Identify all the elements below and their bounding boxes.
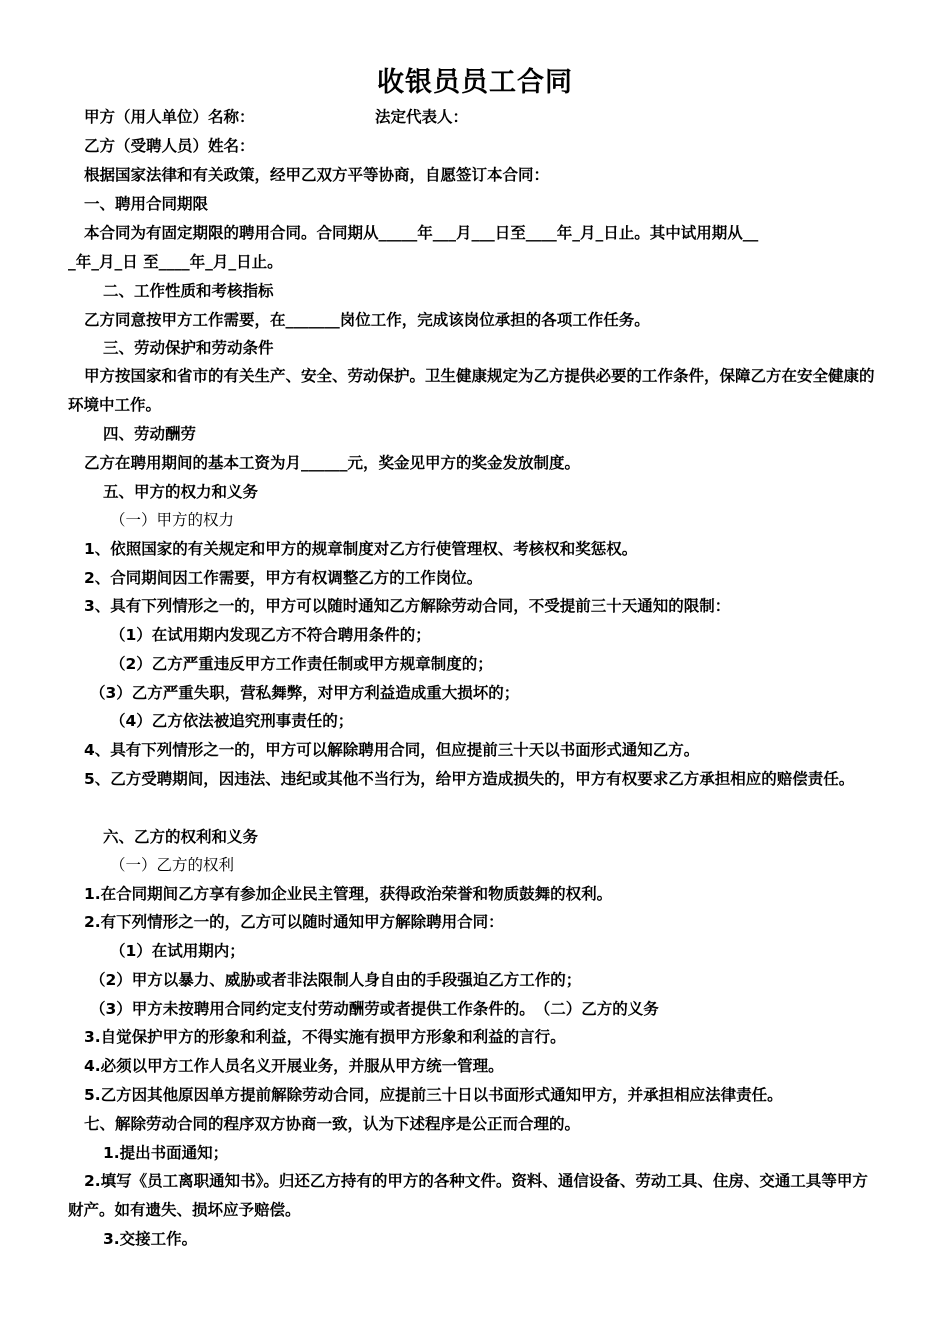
- section-5-item-3-clause-4: （4）乙方依法被追究刑事责任的；: [110, 712, 354, 730]
- section-6-sub-heading: （一）乙方的权利: [110, 856, 235, 874]
- section-6-item-2-clause-3: （3）甲方未按聘用合同约定支付劳动酬劳或者提供工作条件的。 （二）乙方的义务: [90, 1000, 659, 1018]
- document-title: 收银员员工合同: [377, 67, 573, 98]
- section-5-item-1: 1、依照国家的有关规定和甲方的规章制度对乙方行使管理权、考核权和奖惩权。: [84, 540, 638, 558]
- section-6-item-2-clause-1: （1）在试用期内；: [110, 942, 245, 960]
- legal-representative: 法定代表人：: [375, 108, 469, 126]
- section-6-item-3: 3.自觉保护甲方的形象和利益，不得实施有损甲方形象和利益的言行。: [84, 1028, 566, 1046]
- section-4-text: 乙方在聘用期间的基本工资为月______元，奖金见甲方的奖金发放制度。: [84, 454, 581, 472]
- section-2-text: 乙方同意按甲方工作需要，在_______岗位工作，完成该岗位承担的各项工作任务。: [84, 311, 650, 329]
- section-5-item-2: 2、合同期间因工作需要，甲方有权调整乙方的工作岗位。: [84, 569, 483, 587]
- section-5-sub-heading: （一）甲方的权力: [110, 511, 235, 529]
- party-a-name: 甲方（用人单位）名称：: [84, 108, 255, 126]
- section-6-heading: 六、乙方的权利和义务: [103, 828, 259, 846]
- section-7-step-3: 3.交接工作。: [103, 1230, 198, 1248]
- section-1-text-line-1: 本合同为有固定期限的聘用合同。合同期从_____年___月___日至____年_月_日止。其中试用期从__: [84, 224, 759, 242]
- section-6-item-5: 5.乙方因其他原因单方提前解除劳动合同，应提前三十日以书面形式通知甲方，并承担相应法律责任。: [84, 1086, 783, 1104]
- section-5-item-3-clause-2: （2）乙方严重违反甲方工作责任制或甲方规章制度的；: [110, 655, 493, 673]
- section-6-item-2: 2.有下列情形之一的，乙方可以随时通知甲方解除聘用合同：: [84, 913, 504, 931]
- section-5-item-3-clause-1: （1）在试用期内发现乙方不符合聘用条件的；: [110, 626, 431, 644]
- preamble: 根据国家法律和有关政策，经甲乙双方平等协商，自愿签订本合同：: [84, 166, 550, 184]
- section-3-text: 甲方按国家和省市的有关生产、安全、劳动保护。卫生健康规定为乙方提供必要的工作条件，保障乙方在安全健康的环境中工作。: [68, 367, 875, 414]
- section-7-step-2: 2.填写《员工离职通知书》。归还乙方持有的甲方的各种文件。资料、通信设备、劳动工具、住房、交通工具等甲方财产。如有遗失、损坏应予赔偿。: [68, 1172, 868, 1219]
- section-6-item-1: 1.在合同期间乙方享有参加企业民主管理，获得政治荣誉和物质鼓舞的权利。: [84, 885, 613, 903]
- section-5-item-4: 4、具有下列情形之一的，甲方可以解除聘用合同，但应提前三十天以书面形式通知乙方。: [84, 741, 700, 759]
- section-7-heading: 七、解除劳动合同的程序双方协商一致，认为下述程序是公正而合理的。: [84, 1115, 581, 1133]
- section-5-item-3-clause-3: （3）乙方严重失职，营私舞弊，对甲方利益造成重大损坏的；: [90, 684, 520, 702]
- section-6-item-4: 4.必须以甲方工作人员名义开展业务，并服从甲方统一管理。: [84, 1057, 504, 1075]
- party-b-name: 乙方（受聘人员）姓名：: [84, 137, 255, 155]
- section-5-item-5: 5、乙方受聘期间，因违法、违纪或其他不当行为，给甲方造成损失的，甲方有权要求乙方承担相应的赔偿责任。: [84, 770, 855, 788]
- section-1-heading: 一、聘用合同期限: [84, 195, 209, 213]
- section-5-item-3: 3、具有下列情形之一的，甲方可以随时通知乙方解除劳动合同，不受提前三十天通知的限制：: [84, 597, 731, 615]
- section-5-heading: 五、甲方的权力和义务: [103, 483, 259, 501]
- section-1-text-line-2: _年_月_日 至____年_月_日止。: [68, 253, 283, 271]
- section-2-heading: 二、工作性质和考核指标: [103, 282, 274, 300]
- section-6-item-2-clause-2: （2）甲方以暴力、威胁或者非法限制人身自由的手段强迫乙方工作的；: [90, 971, 582, 989]
- section-3-heading: 三、劳动保护和劳动条件: [103, 339, 274, 357]
- section-7-step-1: 1.提出书面通知；: [103, 1144, 229, 1162]
- section-4-heading: 四、劳动酬劳: [103, 425, 197, 443]
